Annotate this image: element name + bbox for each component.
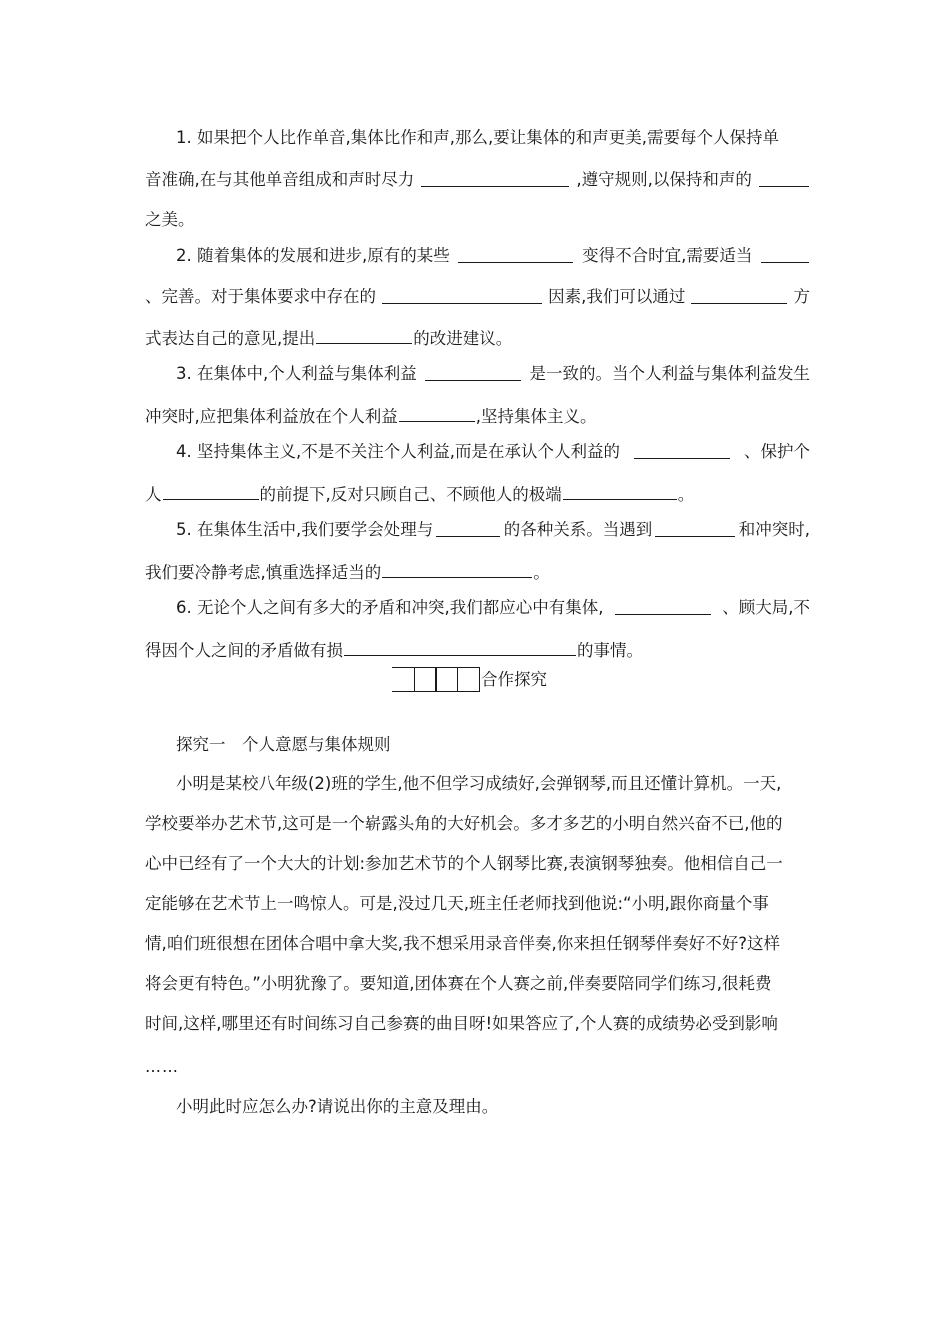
q2-text-f: 式表达自己的意见,提出 [145,329,316,348]
q2-text-g: 的改进建议。 [413,329,513,348]
q2-line-1 [176,244,810,268]
q2-text-d: 因素,我们可以通过 [548,287,686,306]
q4-text-c: 人 [145,485,162,504]
q2-line-3 [145,325,810,351]
q6-blank-1[interactable] [615,596,711,615]
q4-text-e: 。 [677,485,695,504]
q2-blank-5[interactable] [316,325,412,344]
q6-text-c: 得因个人之间的矛盾做有损 [145,641,343,660]
section-heading [392,667,547,692]
q2-blank-1[interactable] [458,244,573,263]
q1-blank-2[interactable] [759,168,809,187]
q4-blank-2[interactable] [163,481,259,500]
heading-box-1 [392,667,415,692]
q4-text-b: 、保护个 [743,442,810,461]
explore-paragraph-line-7: 时间,这样,哪里还有时间练习自己参赛的曲目呀!如果答应了,个人赛的成绩势必受到影响 [145,1014,778,1033]
q5-blank-1[interactable] [436,518,500,537]
q5-line-2 [145,559,810,585]
q2-blank-2[interactable] [761,244,809,263]
section-label: 合作探究 [481,670,547,689]
q6-text-b: 、顾大局,不 [722,598,810,617]
q1-line-3: 之美。 [145,210,195,229]
q3-text-a: 3. 在集体中,个人利益与集体利益 [176,364,417,383]
q2-text-a: 2. 随着集体的发展和进步,原有的某些 [176,246,450,265]
ellipsis: …… [145,1057,179,1076]
explore-question: 小明此时应怎么办?请说出你的主意及理由。 [176,1097,499,1116]
explore-title: 探究一 个人意愿与集体规则 [176,735,391,754]
q4-line-2 [145,481,810,507]
explore-paragraph-line-6: 将会更有特色。”小明犹豫了。要知道,团体赛在个人赛之前,伴奏要陪同学们练习,很耗费 [145,974,772,993]
q3-text-d: ,坚持集体主义。 [475,407,597,426]
q1-line-1: 1. 如果把个人比作单音,集体比作和声,那么,要让集体的和声更美,需要每个人保持单 [176,128,779,147]
q1-text-a: 音准确,在与其他单音组成和声时尽力 [145,170,415,189]
q4-blank-3[interactable] [563,481,677,500]
explore-paragraph-line-4: 定能够在艺术节上一鸣惊人。可是,没过几天,班主任老师找到他说:“小明,跟你商量个事 [145,894,769,913]
q3-line-2 [145,403,810,429]
q5-text-a: 5. 在集体生活中,我们要学会处理与 [176,520,434,539]
q5-text-e: 。 [533,563,550,582]
q6-line-1 [176,596,810,620]
q2-blank-4[interactable] [691,285,787,304]
q1-text-b: ,遵守规则,以保持和声的 [576,170,752,189]
heading-box-3 [435,667,458,692]
heading-box-2 [414,667,437,692]
q3-text-c: 冲突时,应把集体利益放在个人利益 [145,407,398,426]
q5-line-1 [176,518,810,542]
q1-blank-1[interactable] [421,168,569,187]
q6-text-d: 的事情。 [577,641,643,660]
q1-line-2 [145,168,810,192]
explore-paragraph-line-2: 学校要举办艺术节,这可是一个崭露头角的大好机会。多才多艺的小明自然兴奋不已,他的 [145,814,783,833]
q6-text-a: 6. 无论个人之间有多大的矛盾和冲突,我们都应心中有集体, [176,598,604,617]
q5-text-b: 的各种关系。当遇到 [503,520,653,539]
q5-text-c: 和冲突时, [738,520,810,539]
q6-line-2 [145,637,810,663]
q5-blank-3[interactable] [382,559,532,578]
explore-paragraph-line-5: 情,咱们班很想在团体合唱中拿大奖,我不想采用录音伴奏,你来担任钢琴伴奏好不好?这样 [145,934,780,953]
q5-blank-2[interactable] [655,518,735,537]
explore-paragraph-line-1: 小明是某校八年级(2)班的学生,他不但学习成绩好,会弹钢琴,而且还懂计算机。一天, [176,774,782,793]
q4-text-d: 的前提下,反对只顾自己、不顾他人的极端 [259,485,562,504]
q4-blank-1[interactable] [634,440,730,459]
q4-line-1 [176,440,810,464]
q2-blank-3[interactable] [382,285,542,304]
q2-text-e: 方 [793,287,810,306]
q2-text-c: 、完善。对于集体要求中存在的 [145,287,376,306]
q2-line-2 [145,285,810,309]
heading-box-4 [457,667,480,692]
explore-paragraph-line-3: 心中已经有了一个大大的计划:参加艺术节的个人钢琴比赛,表演钢琴独奏。他相信自己一 [145,854,783,873]
q3-text-b: 是一致的。当个人利益与集体利益发生 [529,364,810,383]
q5-text-d: 我们要冷静考虑,慎重选择适当的 [145,563,382,582]
q3-line-1 [176,362,810,386]
q3-blank-1[interactable] [425,362,521,381]
q3-blank-2[interactable] [399,403,475,422]
q6-blank-2[interactable] [344,637,576,656]
q4-text-a: 4. 坚持集体主义,不是不关注个人利益,而是在承认个人利益的 [176,442,620,461]
q2-text-b: 变得不合时宜,需要适当 [582,246,753,265]
